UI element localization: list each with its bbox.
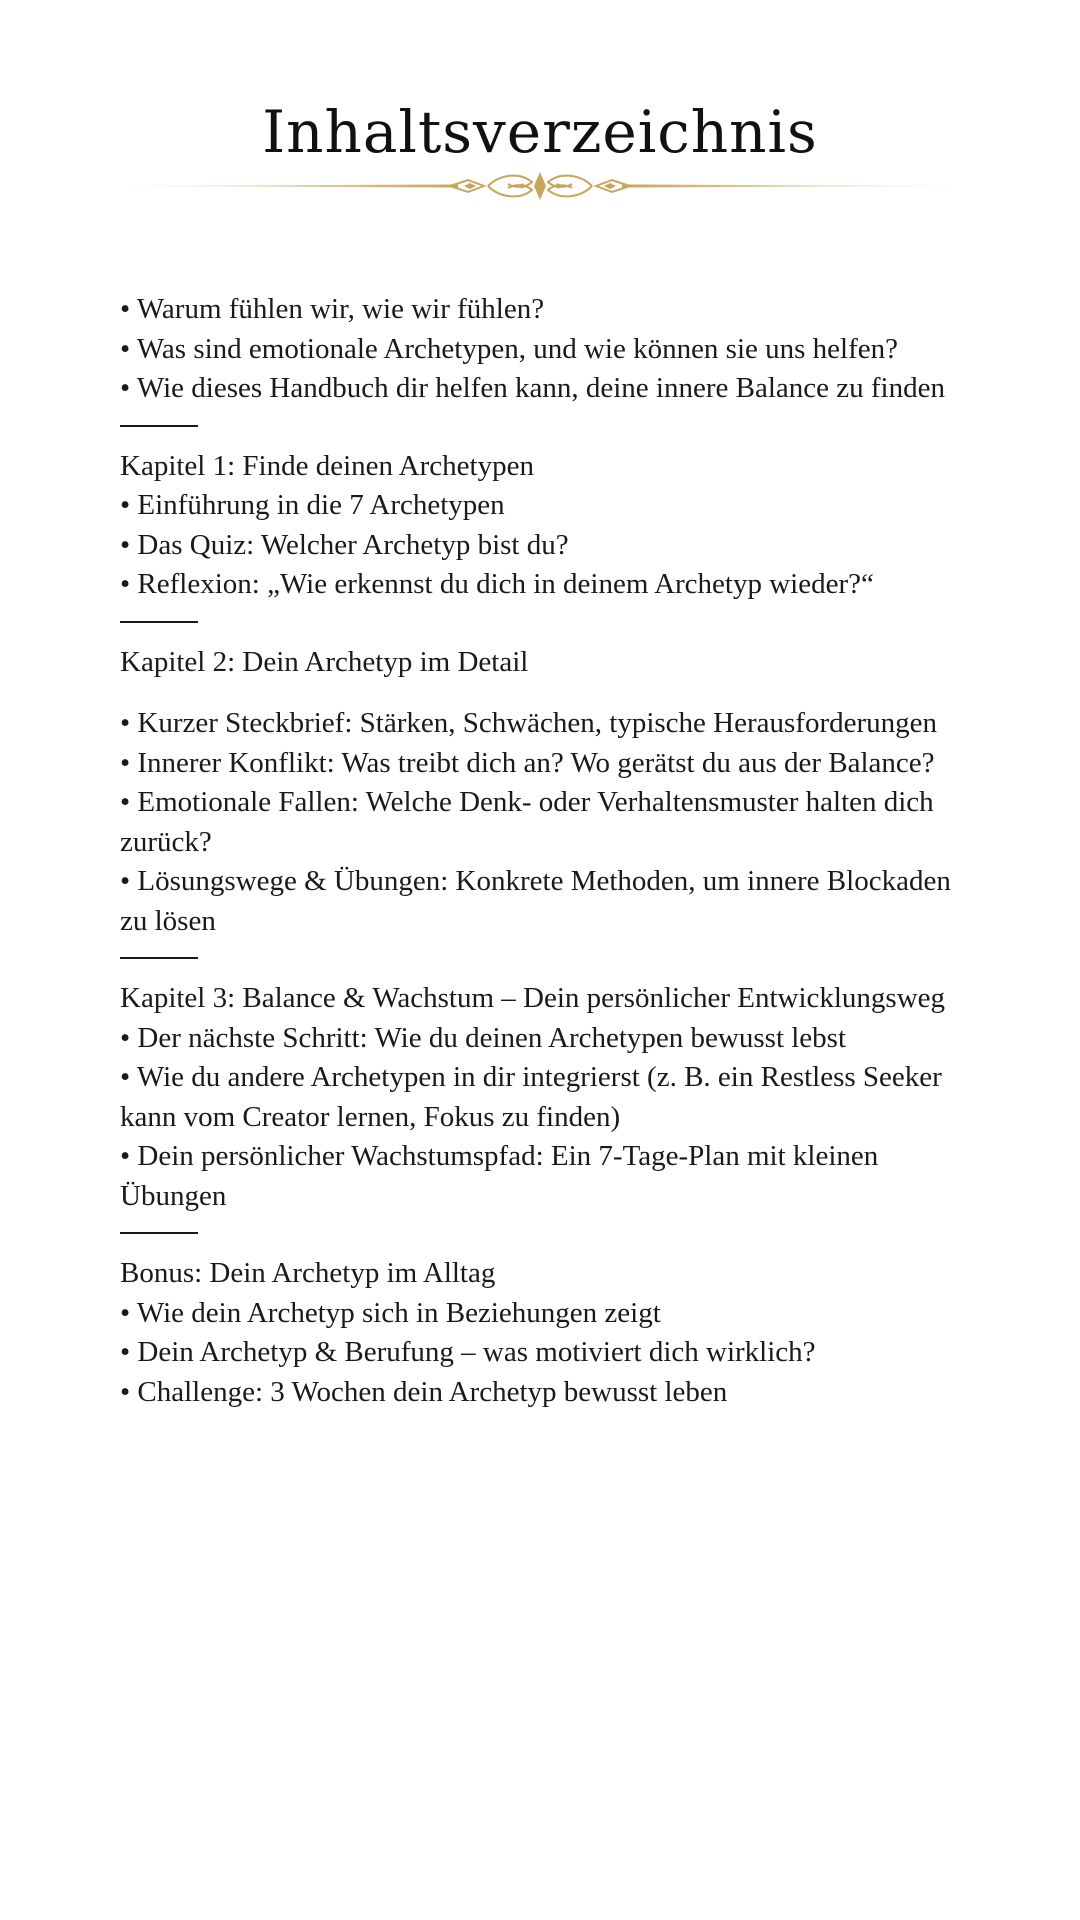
toc-item: • Wie du andere Archetypen in dir integrierst (z. B. ein Restless Seeker kann vom Creator lernen, Fokus zu finden): [120, 1061, 942, 1133]
toc-item: • Kurzer Steckbrief: Stärken, Schwächen, typische Herausforderungen: [120, 707, 938, 739]
section-divider: [120, 425, 198, 427]
toc-item: • Wie dieses Handbuch dir helfen kann, deine innere Balance zu finden: [120, 372, 945, 404]
toc-item: • Wie dein Archetyp sich in Beziehungen zeigt: [120, 1296, 661, 1329]
toc-item: • Einführung in die 7 Archetypen: [120, 489, 505, 521]
toc-item: • Lösungswege & Übungen: Konkrete Methoden, um innere Blockaden zu lösen: [120, 865, 951, 937]
toc-item: • Innerer Konflikt: Was treibt dich an? Wo gerätst du aus der Balance?: [120, 746, 935, 779]
toc-bonus: [120, 1254, 980, 1412]
toc-chapter-3: [120, 979, 980, 1216]
chapter-heading: Kapitel 2: Dein Archetyp im Detail: [120, 645, 529, 678]
toc-item: • Was sind emotionale Archetypen, und wie können sie uns helfen?: [120, 332, 899, 365]
toc-item: • Emotionale Fallen: Welche Denk- oder Verhaltensmuster halten dich zurück?: [120, 786, 934, 858]
chapter-heading: Kapitel 3: Balance & Wachstum – Dein persönlicher Entwicklungsweg: [120, 982, 946, 1014]
toc-item: • Reflexion: „Wie erkennst du dich in deinem Archetyp wieder?“: [120, 568, 874, 600]
toc-intro-section: [120, 290, 980, 409]
page-title: Inhaltsverzeichnis: [262, 98, 818, 166]
toc-item: • Warum fühlen wir, wie wir fühlen?: [120, 293, 545, 325]
toc-item: • Dein Archetyp & Berufung – was motiviert dich wirklich?: [120, 1336, 816, 1368]
section-divider: [120, 957, 198, 959]
toc-chapter-1: [120, 447, 980, 605]
section-divider: [120, 621, 198, 623]
chapter-heading: Kapitel 1: Finde deinen Archetypen: [120, 449, 534, 482]
toc-item: • Challenge: 3 Wochen dein Archetyp bewusst leben: [120, 1375, 728, 1408]
gold-ornament-divider: [88, 168, 992, 204]
table-of-contents: [120, 290, 980, 1412]
blank-line: [120, 682, 980, 704]
toc-chapter-2: [120, 643, 980, 942]
toc-item: • Das Quiz: Welcher Archetyp bist du?: [120, 528, 569, 561]
chapter-heading: Bonus: Dein Archetyp im Alltag: [120, 1257, 496, 1289]
toc-item: • Der nächste Schritt: Wie du deinen Archetypen bewusst lebst: [120, 1021, 847, 1054]
section-divider: [120, 1232, 198, 1234]
toc-item: • Dein persönlicher Wachstumspfad: Ein 7-Tage-Plan mit kleinen Übungen: [120, 1140, 879, 1212]
